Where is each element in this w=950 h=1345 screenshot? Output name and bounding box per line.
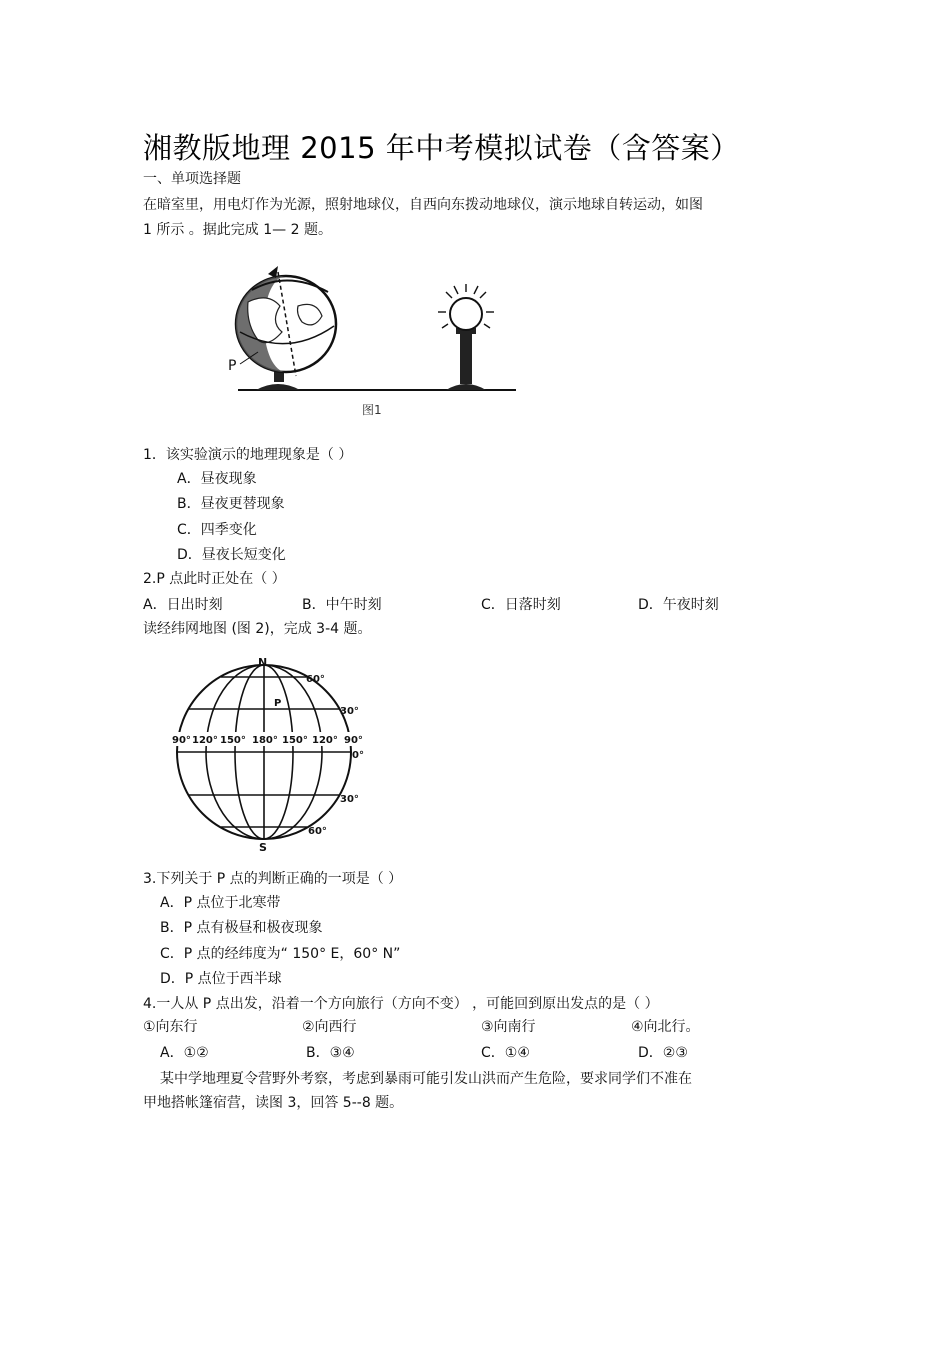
lon-label-180: 180° bbox=[252, 735, 278, 746]
question-2-option-a: A．日出时刻 bbox=[143, 597, 223, 613]
intro-text-figure-3-line-1: 某中学地理夏令营野外考察，考虑到暴雨可能引发山洪而产生危险，要求同学们不准在 bbox=[160, 1071, 692, 1087]
document-title: 湘教版地理 2015 年中考模拟试卷（含答案） bbox=[143, 131, 740, 165]
intro-text-figure-2: 读经纬网地图 (图 2)，完成 3-4 题。 bbox=[143, 621, 372, 637]
question-3-option-d: D．P 点位于西半球 bbox=[160, 971, 282, 987]
question-3-option-b: B．P 点有极昼和极夜现象 bbox=[160, 920, 323, 936]
question-1-option-c: C．四季变化 bbox=[177, 522, 257, 538]
north-pole-label: N bbox=[258, 656, 268, 669]
lat-label-60n: 60° bbox=[306, 674, 325, 685]
lon-label-90e: 90° bbox=[344, 735, 363, 746]
lon-label-150e: 150° bbox=[282, 735, 308, 746]
question-4-choice-3: ③向南行 bbox=[481, 1019, 536, 1035]
question-4-option-a: A．①② bbox=[160, 1045, 209, 1061]
figure-2-graticule bbox=[160, 654, 372, 854]
lon-label-150w: 150° bbox=[220, 735, 246, 746]
south-pole-label: S bbox=[259, 841, 267, 854]
question-4-option-b: B．③④ bbox=[306, 1045, 355, 1061]
lat-label-equator: 0° bbox=[352, 750, 364, 761]
intro-text-line-2: 1 所示 。据此完成 1— 2 题。 bbox=[143, 222, 332, 238]
section-heading: 一、单项选择题 bbox=[143, 171, 241, 187]
question-4-stem: 4.一人从 P 点出发，沿着一个方向旅行（方向不变） ，可能回到原出发点的是（ ） bbox=[143, 996, 659, 1012]
lon-label-90w: 90° bbox=[172, 735, 191, 746]
question-2-option-b: B．中午时刻 bbox=[302, 597, 382, 613]
question-2-option-c: C．日落时刻 bbox=[481, 597, 561, 613]
question-3-option-a: A．P 点位于北寒带 bbox=[160, 895, 281, 911]
question-1-stem: 1．该实验演示的地理现象是（ ） bbox=[143, 447, 353, 463]
question-4-choice-1: ①向东行 bbox=[143, 1019, 198, 1035]
question-4-option-d: D．②③ bbox=[638, 1045, 688, 1061]
question-2-stem: 2.P 点此时正处在（ ） bbox=[143, 571, 286, 587]
figure-1-caption: 图1 bbox=[362, 403, 382, 417]
lon-label-120e: 120° bbox=[312, 735, 338, 746]
question-1-option-b: B．昼夜更替现象 bbox=[177, 496, 285, 512]
question-4-choice-4: ④向北行。 bbox=[631, 1019, 700, 1035]
question-1-option-a: A．昼夜现象 bbox=[177, 471, 257, 487]
question-4-option-c: C．①④ bbox=[481, 1045, 530, 1061]
intro-text-figure-3-line-2: 甲地搭帐篷宿营，读图 3，回答 5--8 题。 bbox=[143, 1095, 404, 1111]
question-3-stem: 3.下列关于 P 点的判断正确的一项是（ ） bbox=[143, 871, 403, 887]
lat-label-30s: 30° bbox=[340, 794, 359, 805]
lat-label-60s: 60° bbox=[308, 826, 327, 837]
figure-2-point-label: P bbox=[274, 698, 282, 709]
lat-label-30n: 30° bbox=[340, 706, 359, 717]
lon-label-120w: 120° bbox=[192, 735, 218, 746]
question-4-choice-2: ②向西行 bbox=[302, 1019, 357, 1035]
question-2-option-d: D．午夜时刻 bbox=[638, 597, 719, 613]
figure-1-point-label: P bbox=[228, 358, 237, 374]
figure-1-globe-lamp bbox=[218, 262, 524, 422]
question-1-option-d: D．昼夜长短变化 bbox=[177, 547, 286, 563]
intro-text-line-1: 在暗室里，用电灯作为光源，照射地球仪，自西向东拨动地球仪，演示地球自转运动，如图 bbox=[143, 197, 703, 213]
question-3-option-c: C．P 点的经纬度为“ 150° E，60° N” bbox=[160, 946, 401, 962]
